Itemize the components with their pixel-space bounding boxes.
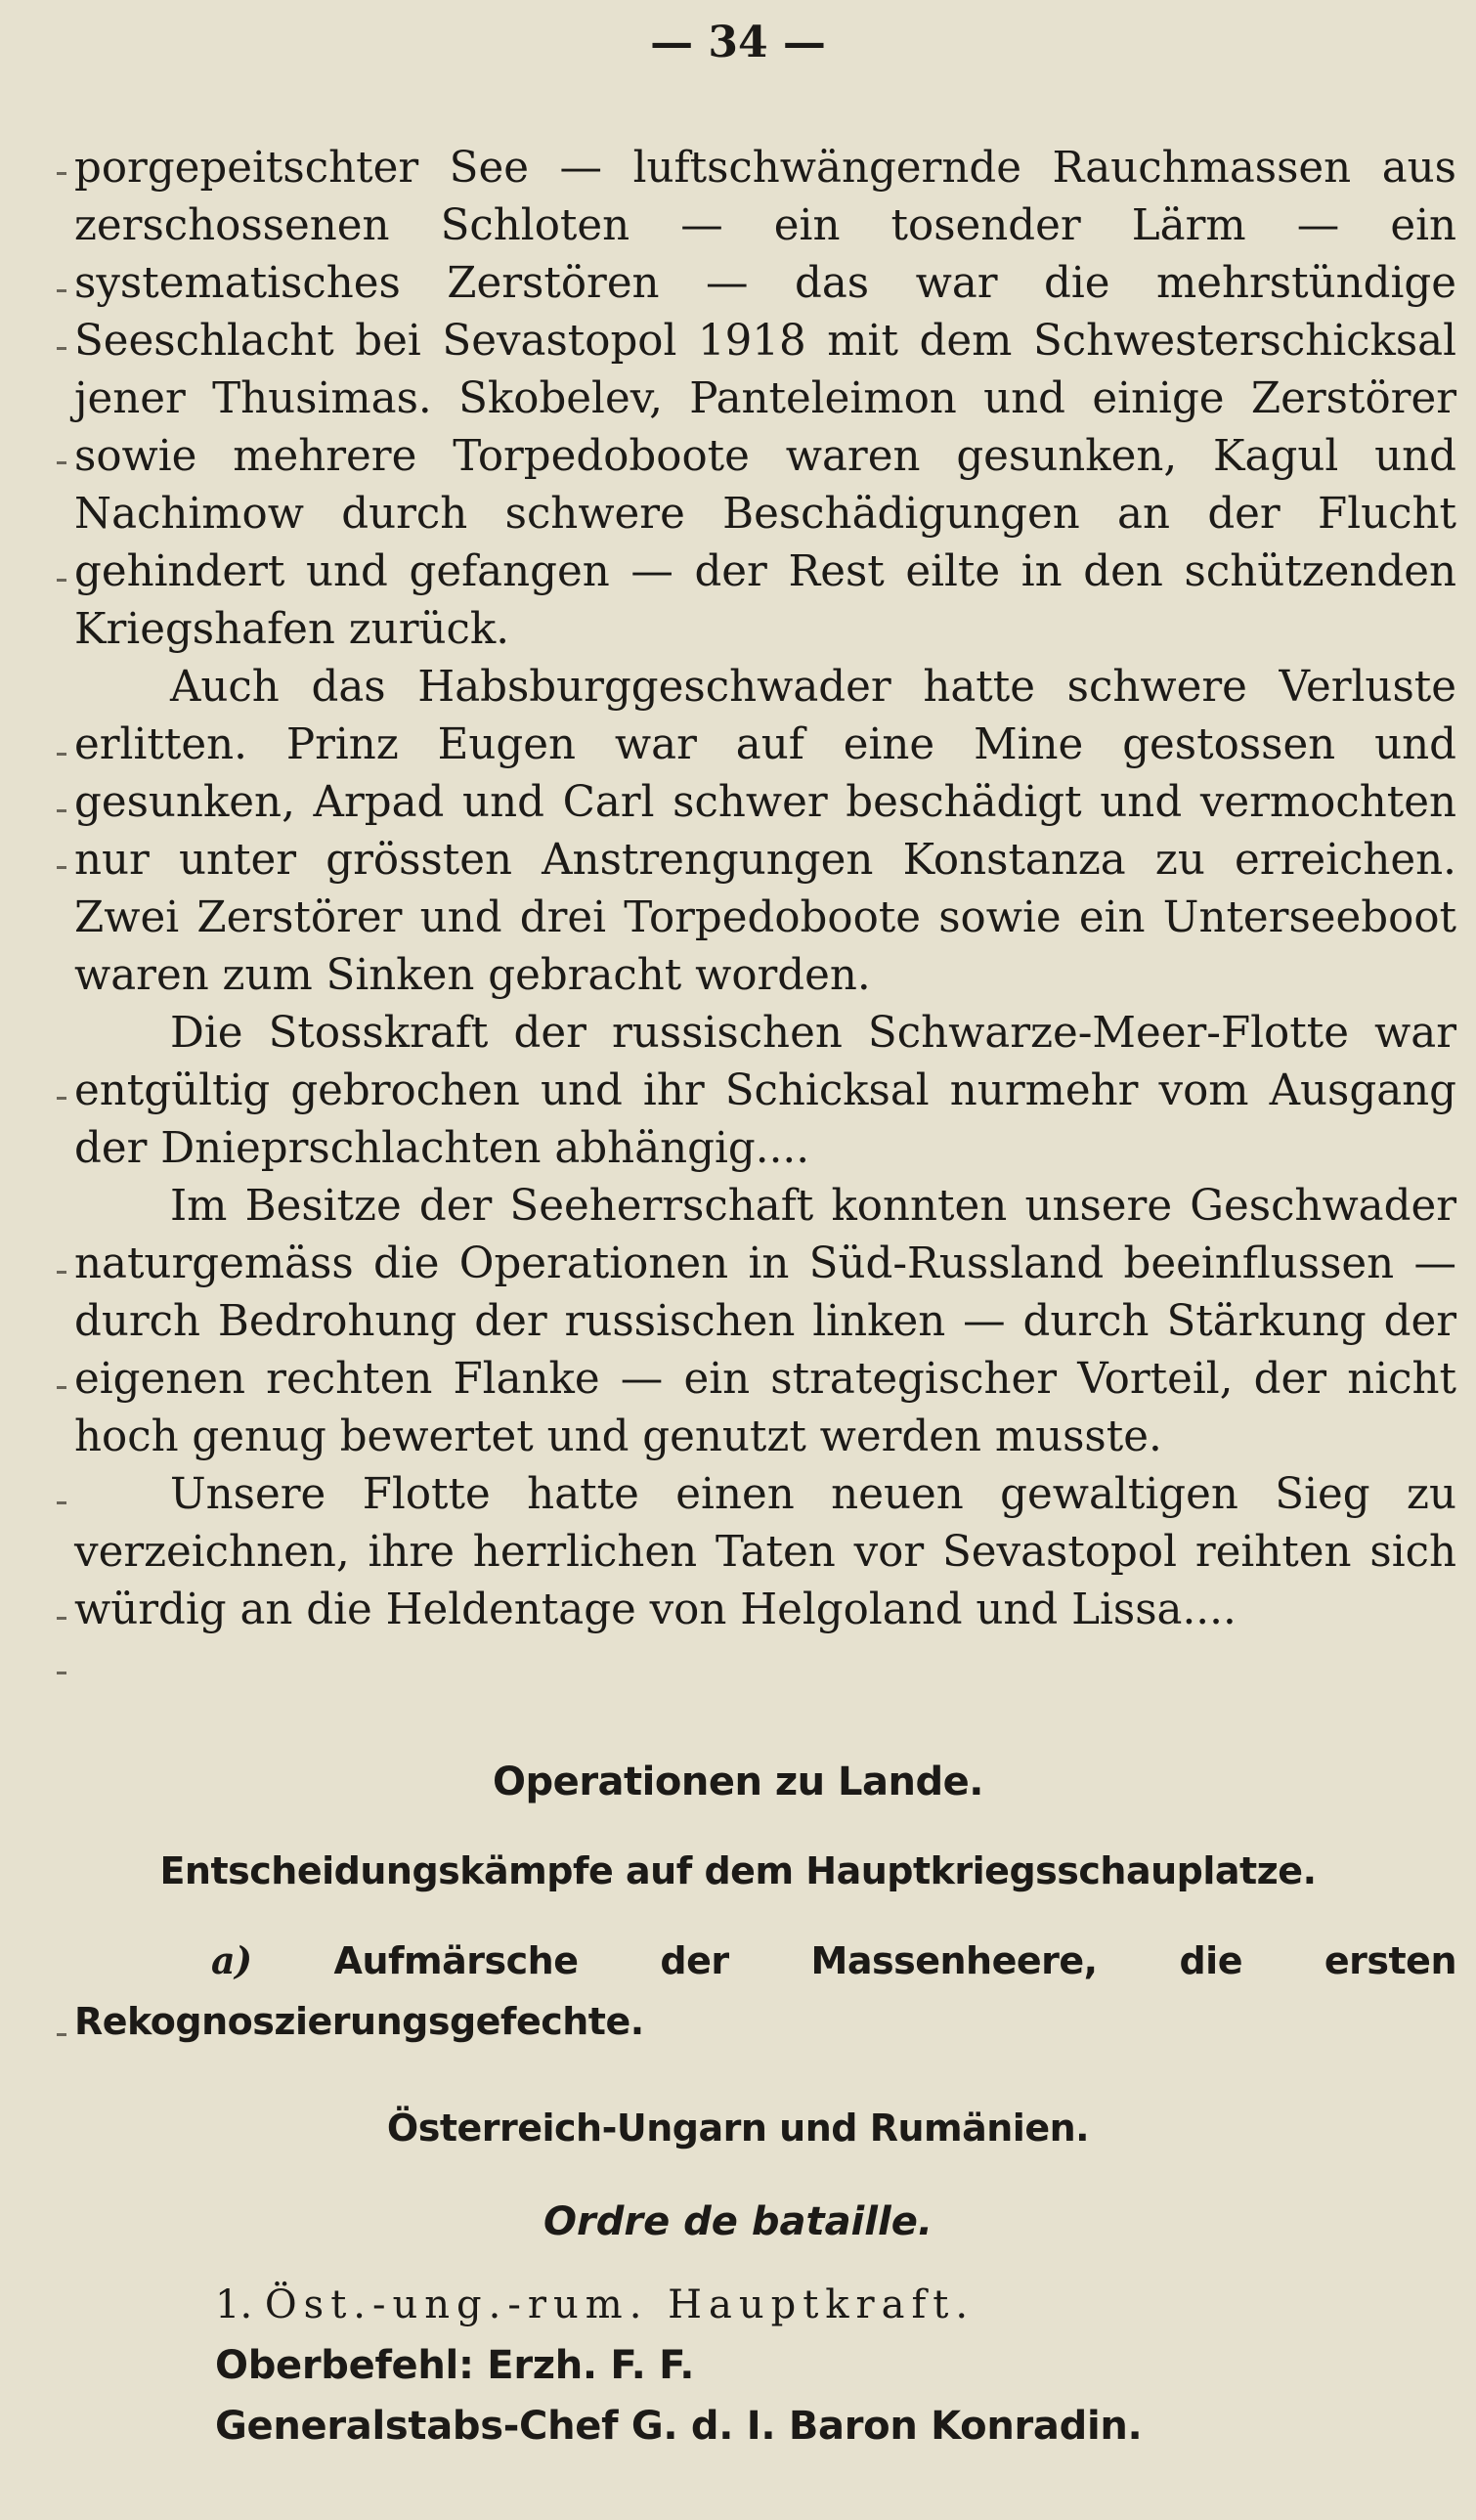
paragraph-5: Unsere Flotte hatte einen neuen gewaltigen Sieg zu verzeichnen, ihre herrlichen Taten vor Sevastopol reihten sich würdig an die Heldentage von Helgoland und Lissa.... [74, 1470, 1456, 1634]
margin-mark [57, 1386, 66, 1389]
order-line-1-text: Öst.-ung.-rum. Hauptkraft. [264, 2282, 976, 2327]
margin-mark [57, 1672, 66, 1674]
paragraph-4: Im Besitze der Seeherrschaft konnten unsere Geschwader naturgemäss die Operationen in Süd-Russland beeinflussen — durch Bedrohung der russischen linken — durch Stärkung der eigenen rechten Flanke — ein strategischer Vorteil, der nicht hoch genug bewertet und genutzt werden musste. [74, 1182, 1456, 1461]
margin-mark [57, 172, 66, 175]
page-number: — 34 — [650, 18, 826, 67]
section-title: Operationen zu Lande. [493, 1760, 983, 1804]
margin-mark [57, 866, 66, 869]
paragraph-2: Auch das Habsburggeschwader hatte schwere Verluste erlitten. Prinz Eugen war auf eine Mine gestossen und gesunken, Arpad und Carl schwer beschädigt und vermochten nur unter grössten Anstrengungen Konstanza zu erreichen. Zwei Zerstörer und drei Torpedoboote sowie ein Unterseeboot waren zum Sinken gebracht worden. [74, 663, 1456, 1000]
order-line-2: Oberbefehl: Erzh. F. F. [215, 2343, 695, 2388]
margin-mark [57, 753, 66, 756]
margin-mark [57, 1271, 66, 1274]
section-subtitle: Entscheidungskämpfe auf dem Hauptkriegsschauplatze. [159, 1849, 1317, 1892]
margin-mark [57, 347, 66, 350]
paragraph-1: porgepeitschter See — luftschwängernde Rauchmassen aus zerschossenen Schloten — ein tosender Lärm — ein systematisches Zerstören — das war die mehrstündige Seeschlacht bei Sevastopol 1918 mit dem Schwesterschicksal jener Thusimas. Skobelev, Panteleimon und einige Zerstörer sowie mehrere Torpedoboote waren gesunken, Kagul und Nachimow durch schwere Beschädigungen an der Flucht gehindert und gefangen — der Rest eilte in den schützenden Kriegshafen zurück. [74, 144, 1456, 654]
order-line-1-number: 1. [215, 2282, 253, 2327]
margin-mark [57, 289, 66, 292]
order-of-battle-title: Ordre de bataille. [543, 2199, 933, 2244]
margin-mark [57, 579, 66, 582]
part-a-label: a) [211, 1938, 252, 1982]
margin-mark [57, 809, 66, 812]
order-line-3: Generalstabs-Chef G. d. I. Baron Konradin. [215, 2404, 1143, 2449]
body-text [74, 140, 1456, 1639]
margin-mark [57, 1501, 66, 1504]
paragraph-3: Die Stosskraft der russischen Schwarze-Meer-Flotte war entgültig gebrochen und ihr Schicksal nurmehr vom Ausgang der Dnieprschlachten abhängig.... [74, 1009, 1456, 1173]
margin-mark [57, 2033, 66, 2036]
order-line-1 [215, 2282, 975, 2327]
part-a-text: Aufmärsche der Massenheere, die ersten Rekognoszierungsgefechte. [74, 1939, 1457, 2043]
country-title: Österreich-Ungarn und Rumänien. [386, 2107, 1090, 2150]
margin-mark [57, 1097, 66, 1100]
margin-mark [57, 461, 66, 464]
margin-mark [57, 1617, 66, 1620]
part-a-heading [74, 1931, 1456, 2052]
